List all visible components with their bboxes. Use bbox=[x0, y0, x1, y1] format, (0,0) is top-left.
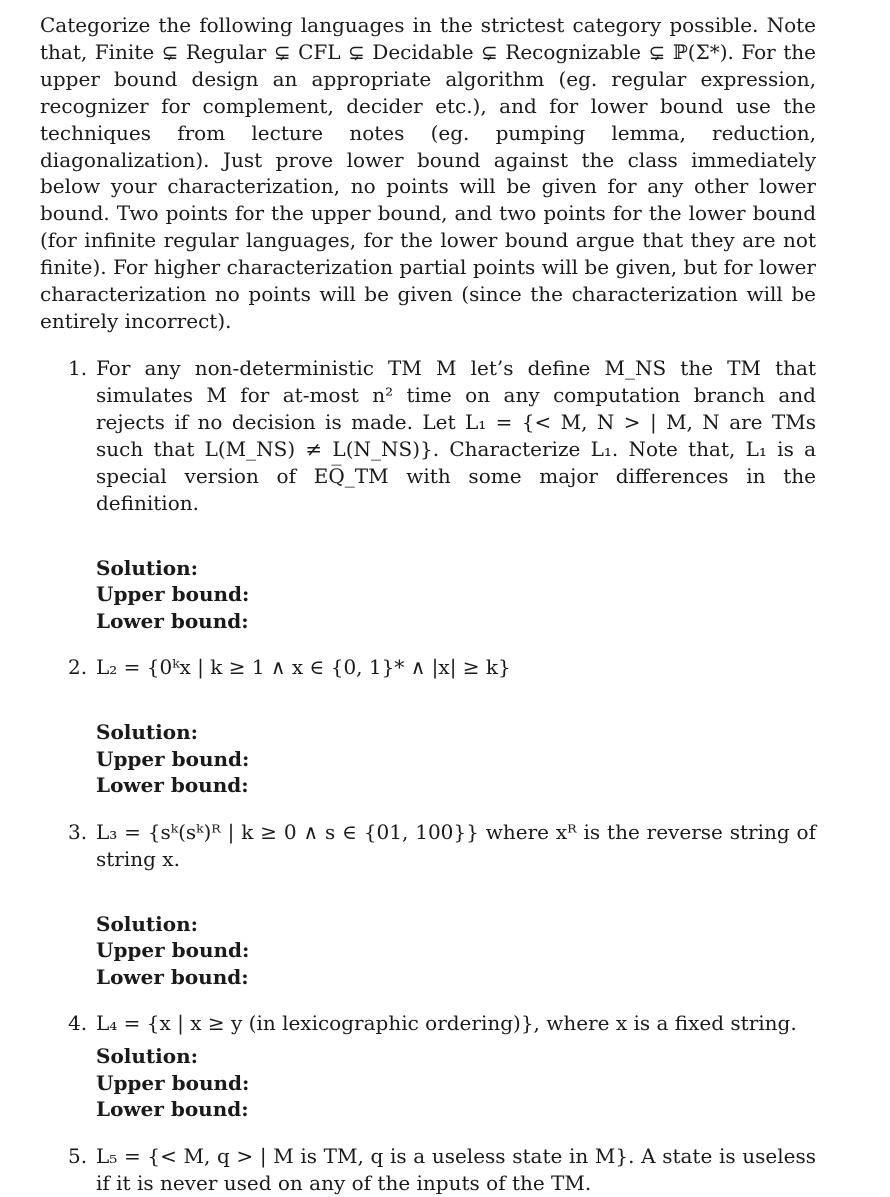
problem-3 bbox=[40, 819, 816, 873]
upper-bound-label: Upper bound: bbox=[96, 582, 250, 607]
upper-bound-label: Upper bound: bbox=[96, 1070, 250, 1095]
solution-label: Solution: bbox=[96, 720, 199, 745]
problem-list bbox=[40, 355, 816, 1197]
problem-number: 3. bbox=[68, 819, 88, 844]
problem-1 bbox=[40, 355, 816, 517]
intro-paragraph: Categorize the following languages in the strictest category possible. Note that, Finite ⊊ Regular ⊊ CFL ⊊ Decidable ⊊ Recognizable ⊊ ℙ(Σ*). For the upper bound design an appropriate algorithm (eg. regular expression, recognizer for complement, decider etc.), and for lower bound use the techniques from lecture notes (eg. pumping lemma, reduction, diagonalization). Just prove lower bound against the class immediately below your characterization, no points will be given for any other lower bound. Two points for the upper bound, and two points for the lower bound (for infinite regular languages, for the lower bound argue that they are not finite). For higher characterization partial points will be given, but for lower characterization no points will be given (since the characterization will be entirely incorrect). bbox=[40, 13, 816, 333]
solution-block-2 bbox=[96, 719, 816, 799]
problem-number: 4. bbox=[68, 1011, 88, 1036]
solution-block-4 bbox=[96, 1043, 816, 1123]
problem-text: L₄ = {x | x ≥ y (in lexicographic ordering)}, where x is a fixed string. bbox=[96, 1011, 797, 1036]
solution-block-1 bbox=[96, 555, 816, 635]
problem-text: L₅ = {< M, q > | M is TM, q is a useless state in M}. A state is useless if it is never used on any of the inputs of the TM. bbox=[96, 1143, 816, 1195]
problem-number: 2. bbox=[68, 655, 88, 680]
lower-bound-label: Lower bound: bbox=[96, 773, 249, 798]
problem-text: For any non-deterministic TM M let’s define M_NS the TM that simulates M for at-most n² time on any computation branch and rejects if no decision is made. Let L₁ = {< M, N > | M, N are TMs such that L(M_NS) ≠ L(N_NS)}. Characterize L₁. Note that, L₁ is a special version of EQ̅_TM with some major differences in the definition. bbox=[96, 355, 816, 515]
lower-bound-label: Lower bound: bbox=[96, 1097, 249, 1122]
lower-bound-label: Lower bound: bbox=[96, 964, 249, 989]
solution-label: Solution: bbox=[96, 555, 199, 580]
problem-4 bbox=[40, 1010, 816, 1037]
upper-bound-label: Upper bound: bbox=[96, 746, 250, 771]
problem-number: 5. bbox=[68, 1143, 88, 1168]
problem-5 bbox=[40, 1143, 816, 1197]
upper-bound-label: Upper bound: bbox=[96, 938, 250, 963]
problem-number: 1. bbox=[68, 355, 88, 380]
problem-text: L₃ = {sᵏ(sᵏ)ᴿ | k ≥ 0 ∧ s ∈ {01, 100}} where xᴿ is the reverse string of string x. bbox=[96, 819, 816, 871]
document-page bbox=[40, 12, 816, 1197]
lower-bound-label: Lower bound: bbox=[96, 608, 249, 633]
problem-2 bbox=[40, 654, 816, 681]
solution-label: Solution: bbox=[96, 911, 199, 936]
solution-block-3 bbox=[96, 911, 816, 991]
solution-label: Solution: bbox=[96, 1044, 199, 1069]
problem-text: L₂ = {0ᵏx | k ≥ 1 ∧ x ∈ {0, 1}* ∧ |x| ≥ k} bbox=[96, 655, 511, 680]
